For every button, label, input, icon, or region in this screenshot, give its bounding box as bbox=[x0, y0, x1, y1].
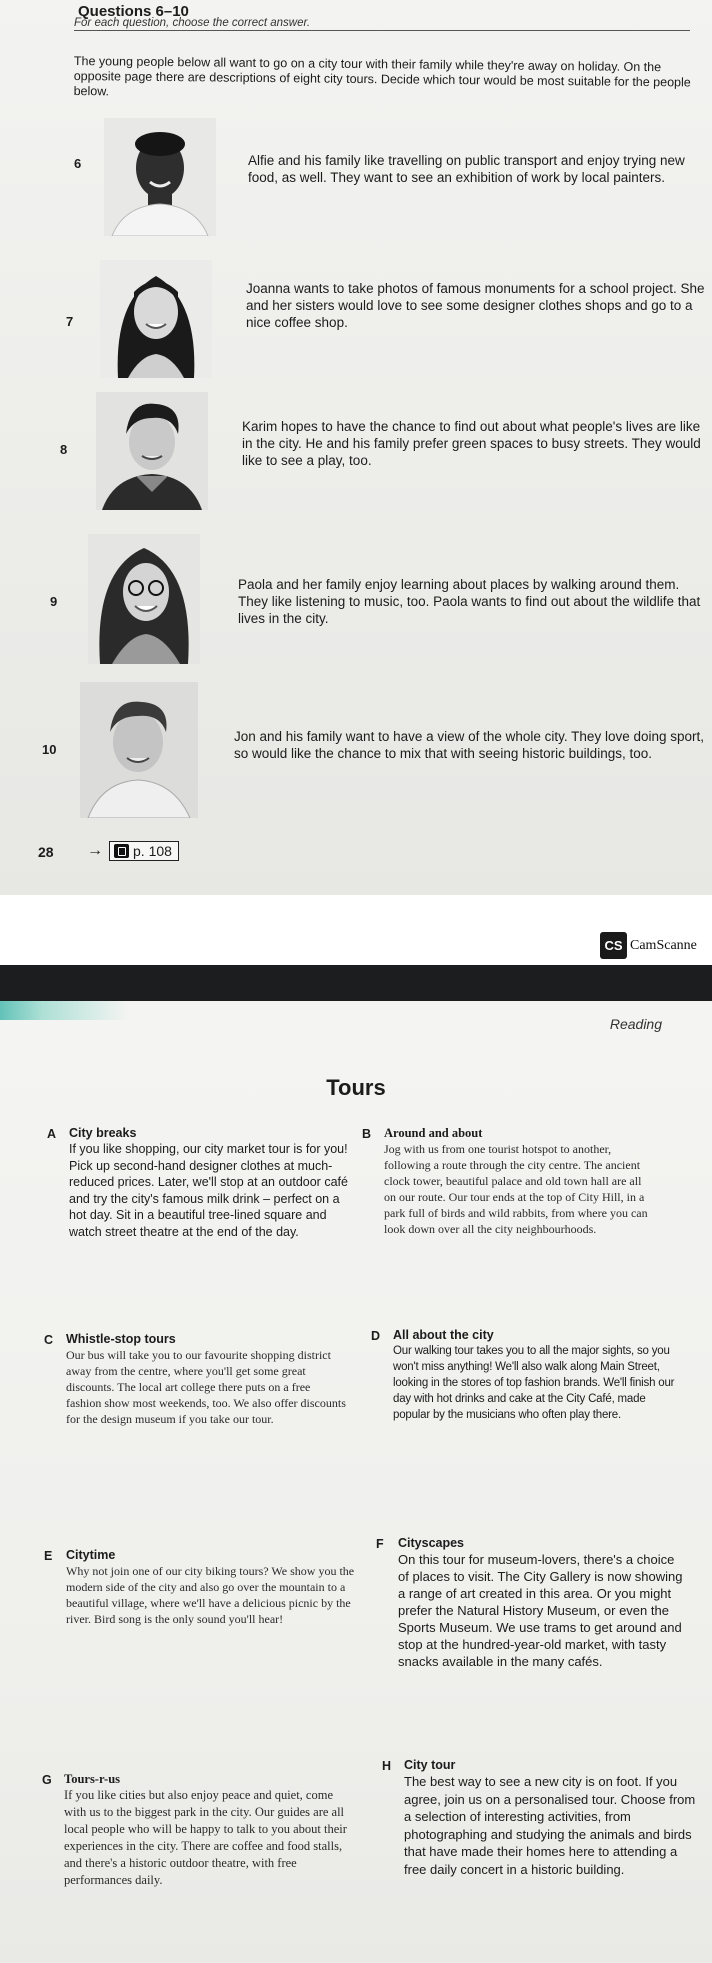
question-number: 6 bbox=[74, 156, 82, 171]
person-photo-joanna bbox=[100, 260, 212, 378]
question-10 bbox=[0, 680, 712, 800]
question-text: Karim hopes to have the chance to find out about what people's lives are like in the city. He and his family prefer green spaces to busy streets. They would like to see a play, too. bbox=[242, 419, 701, 468]
camscanner-logo-icon: CS bbox=[600, 932, 627, 959]
question-9 bbox=[0, 534, 712, 654]
question-number: 8 bbox=[60, 442, 68, 457]
questions-page bbox=[0, 0, 712, 895]
question-8 bbox=[0, 392, 712, 512]
camscanner-name: CamScanne bbox=[630, 937, 697, 953]
question-7 bbox=[0, 258, 712, 378]
question-number: 7 bbox=[66, 314, 74, 329]
tour-title: Whistle-stop tours bbox=[66, 1332, 176, 1346]
tour-b bbox=[362, 1125, 656, 1237]
tour-a bbox=[47, 1125, 349, 1240]
tour-body: Our bus will take you to our favourite shopping district away from the centre, where you'll get some great discounts. The local art college there puts on a free fashion show most weekends, too. We also offer discounts for the design museum if you take our tour. bbox=[66, 1348, 346, 1426]
tour-c bbox=[44, 1331, 348, 1427]
tour-body: On this tour for museum-lovers, there's a choice of places to visit. The City Gallery is now showing a range of art created in this area. Or you might prefer the Natural History Museum, or even the Sports Museum. We use trams to get around and stop at the hundred-year-old market, with tasty snacks available in the many cafés. bbox=[398, 1552, 683, 1669]
section-label: Reading bbox=[609, 1016, 662, 1032]
tour-e bbox=[44, 1547, 356, 1627]
tour-title: Tours-r-us bbox=[64, 1772, 121, 1786]
tour-body: The best way to see a new city is on foot. If you agree, join us on a personalised tour. Choose from a selection of interesting activities, from photographing and studying the animals and birds that have made their homes here to attending a free daily concert in a historic building. bbox=[404, 1774, 696, 1877]
tour-letter: A bbox=[47, 1127, 57, 1141]
tours-page bbox=[0, 1001, 712, 1963]
tour-h bbox=[382, 1757, 696, 1878]
page-edge-accent bbox=[0, 1001, 712, 1020]
tour-body: Why not join one of our city biking tours? We show you the modern side of the city and also go over the mountain to a beautiful village, where we'll have a delicious picnic by the river. Bird song is the only sound you'll hear! bbox=[66, 1564, 355, 1626]
tour-body: Jog with us from one tourist hotspot to another, following a route through the city centre. The ancient clock tower, beautiful palace and old town hall are all on our route. Our tour ends at the top of City Hill, in a park full of birds and wild rabbits, from where you can look down over all the city neighbourhoods. bbox=[384, 1142, 648, 1236]
tour-title: Citytime bbox=[66, 1548, 116, 1562]
questions-instruction: For each question, choose the correct answer. bbox=[74, 17, 311, 29]
tour-letter: B bbox=[362, 1127, 372, 1141]
tour-letter: G bbox=[42, 1773, 52, 1787]
tour-title: All about the city bbox=[393, 1328, 494, 1342]
camscanner-watermark bbox=[600, 932, 697, 959]
question-text: Paola and her family enjoy learning about places by walking around them. They like listening to music, too. Paola wants to find out about the wildlife that lives in the city. bbox=[238, 577, 701, 626]
tour-body: If you like cities but also enjoy peace and quiet, come with us to the biggest park in the city. Our guides are all local people who will be happy to talk to you about their experiences in the city. There are coffee and food stalls, and there's a historic outdoor theatre, with free performances daily. bbox=[64, 1788, 347, 1887]
page-reference: p. 108 bbox=[133, 843, 172, 859]
question-text: Joanna wants to take photos of famous monuments for a school project. She and her sisters would love to see some designer clothes shops and go to a nice coffee shop. bbox=[246, 281, 705, 330]
person-photo-alfie bbox=[104, 118, 216, 236]
title-divider bbox=[74, 30, 690, 31]
person-photo-jon bbox=[80, 682, 198, 818]
question-text: Jon and his family want to have a view of the whole city. They love doing sport, so would like the chance to mix that with seeing historic buildings, too. bbox=[234, 729, 705, 761]
question-6 bbox=[0, 118, 712, 238]
tour-letter: C bbox=[44, 1333, 54, 1347]
tours-title: Tours bbox=[326, 1075, 386, 1100]
tour-f bbox=[376, 1535, 688, 1670]
tour-body: Our walking tour takes you to all the major sights, so you won't miss anything! We'll also walk along Main Street, looking in the stores of top fashion brands. We'll finish our day with hot drinks and cake at the City Café, made popular by the musicians who often play there. bbox=[393, 1345, 675, 1421]
question-number: 9 bbox=[50, 594, 58, 609]
tour-letter: E bbox=[44, 1549, 53, 1563]
tour-title: City breaks bbox=[69, 1126, 137, 1140]
tour-title: Cityscapes bbox=[398, 1536, 465, 1550]
question-text: Alfie and his family like travelling on public transport and enjoy trying new food, as well. They want to see an exhibition of work by local painters. bbox=[248, 153, 685, 185]
tour-d bbox=[371, 1327, 683, 1423]
person-photo-karim bbox=[96, 392, 208, 510]
tour-title: City tour bbox=[404, 1758, 456, 1772]
tour-letter: F bbox=[376, 1537, 384, 1551]
page-separator bbox=[0, 965, 712, 1001]
tour-letter: H bbox=[382, 1759, 392, 1773]
tour-letter: D bbox=[371, 1329, 381, 1343]
questions-title: Questions 6–10 bbox=[78, 3, 189, 20]
page-number: 28 bbox=[38, 844, 54, 860]
questions-intro: The young people below all want to go on a city tour with their family while they're away on holiday. On the opposite page there are descriptions of eight city tours. Decide which tour would be most suitable for the people below. bbox=[73, 54, 691, 99]
person-photo-paola bbox=[88, 534, 200, 664]
arrow-right-icon: → bbox=[87, 842, 103, 859]
tour-title: Around and about bbox=[384, 1126, 483, 1140]
tour-g bbox=[42, 1771, 354, 1889]
question-number: 10 bbox=[42, 742, 57, 757]
tour-body: If you like shopping, our city market tour is for you! Pick up second-hand designer clothes at much-reduced prices. Later, we'll stop at an outdoor café and try the city's famous milk drink – perfect on a hot day. Sit in a beautiful tree-lined square and watch street theatre at the end of the day. bbox=[69, 1142, 348, 1239]
book-icon bbox=[114, 844, 129, 858]
page-reference-box bbox=[109, 841, 179, 861]
